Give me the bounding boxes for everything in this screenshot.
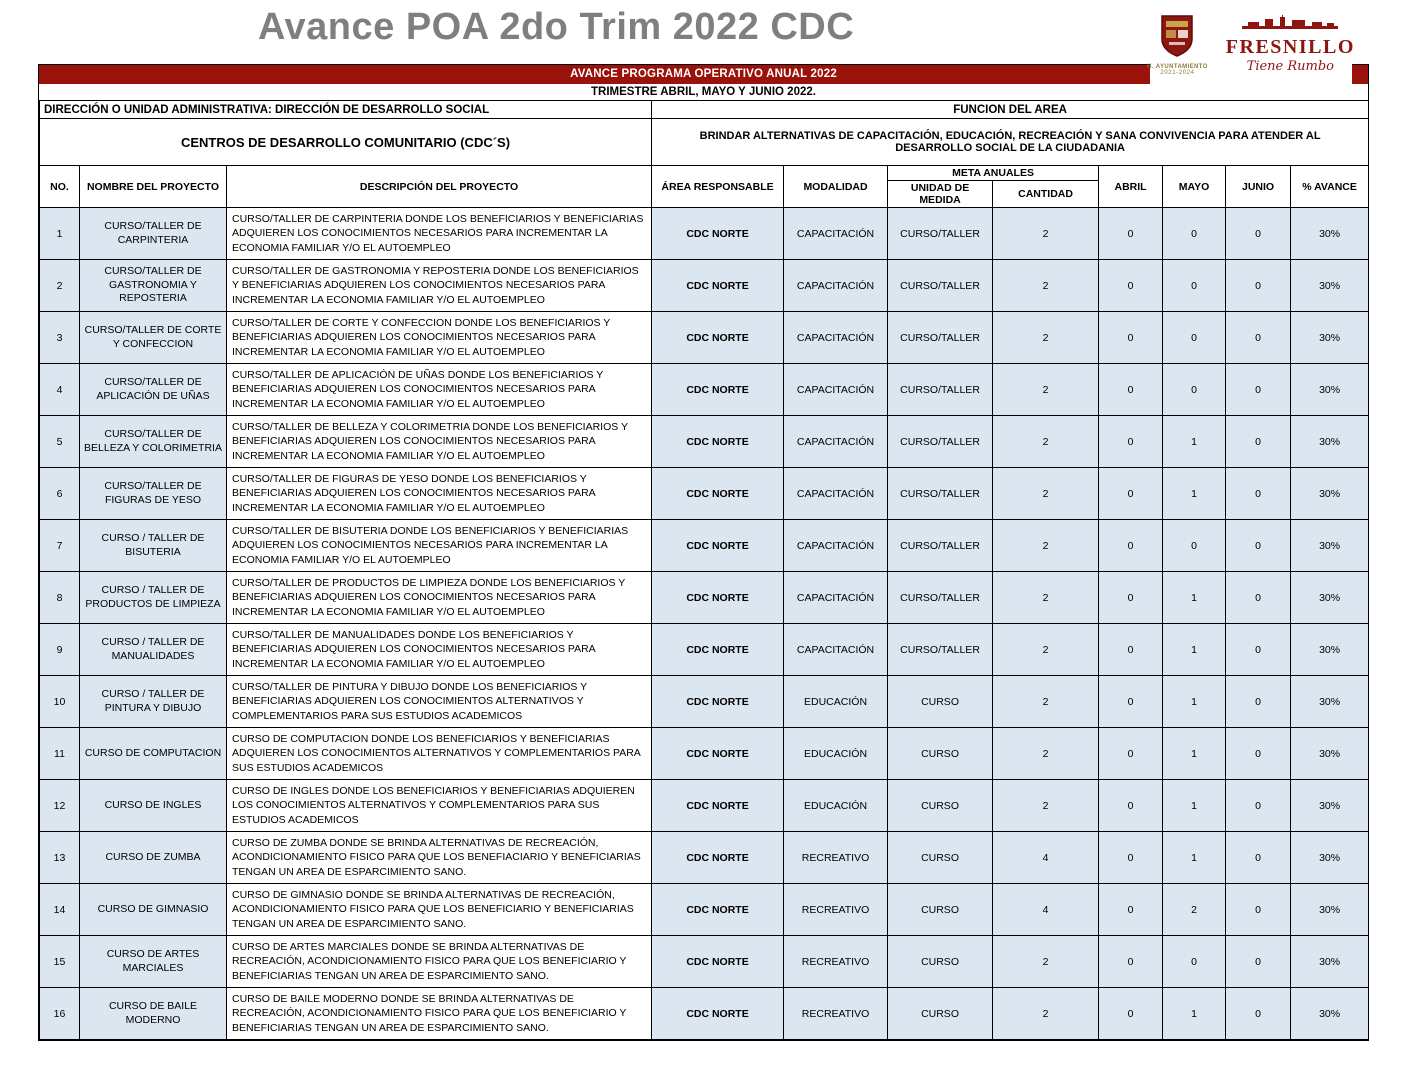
cell-abril: 0 bbox=[1099, 416, 1163, 468]
admin-info-row bbox=[40, 101, 1369, 119]
fresnillo-logo bbox=[1147, 5, 1355, 84]
cell-modalidad: RECREATIVO bbox=[784, 936, 888, 988]
cell-modalidad: CAPACITACIÓN bbox=[784, 312, 888, 364]
cell-junio: 0 bbox=[1226, 936, 1291, 988]
cell-area: CDC NORTE bbox=[652, 884, 784, 936]
cell-unidad: CURSO/TALLER bbox=[888, 572, 993, 624]
cell-nombre: CURSO/TALLER DE GASTRONOMIA Y REPOSTERIA bbox=[80, 260, 227, 312]
cell-abril: 0 bbox=[1099, 572, 1163, 624]
cell-unidad: CURSO/TALLER bbox=[888, 312, 993, 364]
cell-abril: 0 bbox=[1099, 832, 1163, 884]
cell-area: CDC NORTE bbox=[652, 208, 784, 260]
cell-cantidad: 4 bbox=[993, 884, 1099, 936]
table-row bbox=[40, 676, 1369, 728]
cell-no: 2 bbox=[40, 260, 80, 312]
header-nombre: NOMBRE DEL PROYECTO bbox=[80, 166, 227, 208]
cell-modalidad: CAPACITACIÓN bbox=[784, 468, 888, 520]
cell-abril: 0 bbox=[1099, 936, 1163, 988]
cell-unidad: CURSO/TALLER bbox=[888, 520, 993, 572]
cell-no: 1 bbox=[40, 208, 80, 260]
cell-no: 13 bbox=[40, 832, 80, 884]
cell-mayo: 1 bbox=[1163, 624, 1226, 676]
cell-avance: 30% bbox=[1291, 468, 1369, 520]
cell-no: 12 bbox=[40, 780, 80, 832]
cell-no: 8 bbox=[40, 572, 80, 624]
table-row bbox=[40, 884, 1369, 936]
cell-junio: 0 bbox=[1226, 572, 1291, 624]
cell-mayo: 0 bbox=[1163, 208, 1226, 260]
cell-cantidad: 2 bbox=[993, 208, 1099, 260]
cell-cantidad: 2 bbox=[993, 312, 1099, 364]
cell-junio: 0 bbox=[1226, 676, 1291, 728]
cell-area: CDC NORTE bbox=[652, 468, 784, 520]
cell-nombre: CURSO DE GIMNASIO bbox=[80, 884, 227, 936]
cell-avance: 30% bbox=[1291, 416, 1369, 468]
cell-unidad: CURSO bbox=[888, 884, 993, 936]
cell-cantidad: 2 bbox=[993, 416, 1099, 468]
table-body bbox=[40, 208, 1369, 1040]
cell-modalidad: CAPACITACIÓN bbox=[784, 364, 888, 416]
cell-mayo: 2 bbox=[1163, 884, 1226, 936]
cell-cantidad: 2 bbox=[993, 624, 1099, 676]
cell-no: 10 bbox=[40, 676, 80, 728]
header-descripcion: DESCRIPCIÓN DEL PROYECTO bbox=[227, 166, 652, 208]
cell-cantidad: 2 bbox=[993, 364, 1099, 416]
table-row bbox=[40, 416, 1369, 468]
cell-mayo: 0 bbox=[1163, 260, 1226, 312]
funcion-label: FUNCION DEL AREA bbox=[652, 101, 1369, 119]
cell-junio: 0 bbox=[1226, 884, 1291, 936]
header-meta-anuales: META ANUALES bbox=[888, 166, 1099, 181]
cell-cantidad: 2 bbox=[993, 260, 1099, 312]
cell-area: CDC NORTE bbox=[652, 624, 784, 676]
cell-abril: 0 bbox=[1099, 468, 1163, 520]
cell-area: CDC NORTE bbox=[652, 728, 784, 780]
cell-cantidad: 2 bbox=[993, 468, 1099, 520]
cell-modalidad: CAPACITACIÓN bbox=[784, 520, 888, 572]
cell-nombre: CURSO DE BAILE MODERNO bbox=[80, 988, 227, 1040]
cell-junio: 0 bbox=[1226, 728, 1291, 780]
cell-unidad: CURSO/TALLER bbox=[888, 260, 993, 312]
cell-unidad: CURSO bbox=[888, 676, 993, 728]
cell-area: CDC NORTE bbox=[652, 260, 784, 312]
table-row bbox=[40, 364, 1369, 416]
cell-unidad: CURSO bbox=[888, 988, 993, 1040]
cell-unidad: CURSO/TALLER bbox=[888, 416, 993, 468]
table-row bbox=[40, 208, 1369, 260]
cell-mayo: 1 bbox=[1163, 988, 1226, 1040]
cell-descripcion: CURSO DE ZUMBA DONDE SE BRINDA ALTERNATIVAS DE RECREACIÓN, ACONDICIONAMIENTO FISICO PARA QUE LOS BENEFIACIARIO Y BENEFICIARIAS TENGAN UN AREA DE ESPARCIMIENTO SANO. bbox=[227, 832, 652, 884]
cell-abril: 0 bbox=[1099, 988, 1163, 1040]
cell-descripcion: CURSO/TALLER DE FIGURAS DE YESO DONDE LOS BENEFICIARIOS Y BENEFICIARIAS ADQUIEREN LOS CONOCIMIENTOS NECESARIOS PARA INCREMENTAR LA ECONOMIA FAMILIAR Y/O EL AUTOEMPLEO bbox=[227, 468, 652, 520]
cell-unidad: CURSO/TALLER bbox=[888, 624, 993, 676]
cell-modalidad: RECREATIVO bbox=[784, 988, 888, 1040]
cell-nombre: CURSO / TALLER DE PINTURA Y DIBUJO bbox=[80, 676, 227, 728]
cell-cantidad: 2 bbox=[993, 988, 1099, 1040]
cell-unidad: CURSO/TALLER bbox=[888, 364, 993, 416]
cell-descripcion: CURSO/TALLER DE BISUTERIA DONDE LOS BENEFICIARIOS Y BENEFICIARIAS ADQUIEREN LOS CONOCIMIENTOS NECESARIOS PARA INCREMENTAR LA ECONOMIA FAMILIAR Y/O EL AUTOEMPLEO bbox=[227, 520, 652, 572]
cell-descripcion: CURSO/TALLER DE CARPINTERIA DONDE LOS BENEFICIARIOS Y BENEFICIARIAS ADQUIEREN LOS CONOCIMIENTOS NECESARIOS PARA INCREMENTAR LA ECONOMIA FAMILIAR Y/O EL AUTOEMPLEO bbox=[227, 208, 652, 260]
cell-avance: 30% bbox=[1291, 520, 1369, 572]
cell-descripcion: CURSO/TALLER DE CORTE Y CONFECCION DONDE LOS BENEFICIARIOS Y BENEFICIARIAS ADQUIEREN LOS CONOCIMIENTOS NECESARIOS PARA INCREMENTAR LA ECONOMIA FAMILIAR Y/O EL AUTOEMPLEO bbox=[227, 312, 652, 364]
cell-cantidad: 2 bbox=[993, 676, 1099, 728]
cell-descripcion: CURSO/TALLER DE GASTRONOMIA Y REPOSTERIA DONDE LOS BENEFICIARIOS Y BENEFICIARIAS ADQUIEREN LOS CONOCIMIENTOS NECESARIOS PARA INCREMENTAR LA ECONOMIA FAMILIAR Y/O EL AUTOEMPLEO bbox=[227, 260, 652, 312]
cell-unidad: CURSO bbox=[888, 936, 993, 988]
cell-avance: 30% bbox=[1291, 988, 1369, 1040]
cell-no: 6 bbox=[40, 468, 80, 520]
cell-avance: 30% bbox=[1291, 572, 1369, 624]
cell-unidad: CURSO bbox=[888, 832, 993, 884]
header-junio: JUNIO bbox=[1226, 166, 1291, 208]
cell-modalidad: CAPACITACIÓN bbox=[784, 416, 888, 468]
header-modalidad: MODALIDAD bbox=[784, 166, 888, 208]
cell-nombre: CURSO DE COMPUTACION bbox=[80, 728, 227, 780]
cell-junio: 0 bbox=[1226, 520, 1291, 572]
cell-avance: 30% bbox=[1291, 312, 1369, 364]
cell-no: 3 bbox=[40, 312, 80, 364]
cell-avance: 30% bbox=[1291, 676, 1369, 728]
cell-descripcion: CURSO DE ARTES MARCIALES DONDE SE BRINDA ALTERNATIVAS DE RECREACIÓN, ACONDICIONAMIENTO FISICO PARA QUE LOS BENEFICIARIO Y BENEFICIARIAS TENGAN UN AREA DE ESPARCIMIENTO SANO. bbox=[227, 936, 652, 988]
direccion-label: DIRECCIÓN O UNIDAD ADMINISTRATIVA: DIRECCIÓN DE DESARROLLO SOCIAL bbox=[40, 101, 652, 119]
column-header-row bbox=[40, 166, 1369, 181]
cell-descripcion: CURSO DE GIMNASIO DONDE SE BRINDA ALTERNATIVAS DE RECREACIÓN, ACONDICIONAMIENTO FISICO PARA QUE LOS BENEFICIARIO Y BENEFICIARIAS TENGAN UN AREA DE ESPARCIMIENTO SANO. bbox=[227, 884, 652, 936]
centros-label: CENTROS DE DESARROLLO COMUNITARIO (CDC´S) bbox=[40, 119, 652, 166]
cell-mayo: 1 bbox=[1163, 832, 1226, 884]
cell-area: CDC NORTE bbox=[652, 416, 784, 468]
crest-years: 2021-2024 bbox=[1160, 69, 1195, 76]
cell-avance: 30% bbox=[1291, 364, 1369, 416]
cell-area: CDC NORTE bbox=[652, 832, 784, 884]
cell-unidad: CURSO bbox=[888, 780, 993, 832]
cell-junio: 0 bbox=[1226, 468, 1291, 520]
page-title: Avance POA 2do Trim 2022 CDC bbox=[258, 6, 855, 48]
funcion-text: BRINDAR ALTERNATIVAS DE CAPACITACIÓN, EDUCACIÓN, RECREACIÓN Y SANA CONVIVENCIA PARA ATENDER AL DESARROLLO SOCIAL DE LA CIUDADANIA bbox=[652, 119, 1369, 166]
cell-nombre: CURSO DE INGLES bbox=[80, 780, 227, 832]
cell-junio: 0 bbox=[1226, 260, 1291, 312]
cell-mayo: 0 bbox=[1163, 364, 1226, 416]
header-avance: % AVANCE bbox=[1291, 166, 1369, 208]
cell-area: CDC NORTE bbox=[652, 312, 784, 364]
cell-junio: 0 bbox=[1226, 624, 1291, 676]
cell-mayo: 1 bbox=[1163, 572, 1226, 624]
cell-no: 11 bbox=[40, 728, 80, 780]
cell-area: CDC NORTE bbox=[652, 780, 784, 832]
cell-avance: 30% bbox=[1291, 624, 1369, 676]
table-row bbox=[40, 728, 1369, 780]
cell-area: CDC NORTE bbox=[652, 364, 784, 416]
cell-junio: 0 bbox=[1226, 416, 1291, 468]
cell-unidad: CURSO/TALLER bbox=[888, 468, 993, 520]
cell-area: CDC NORTE bbox=[652, 936, 784, 988]
cell-modalidad: RECREATIVO bbox=[784, 884, 888, 936]
crest-column bbox=[1147, 14, 1208, 76]
cell-junio: 0 bbox=[1226, 832, 1291, 884]
cell-no: 9 bbox=[40, 624, 80, 676]
cell-modalidad: EDUCACIÓN bbox=[784, 780, 888, 832]
cell-nombre: CURSO / TALLER DE PRODUCTOS DE LIMPIEZA bbox=[80, 572, 227, 624]
cell-nombre: CURSO DE ZUMBA bbox=[80, 832, 227, 884]
crest-shield-icon bbox=[1159, 14, 1195, 63]
cell-mayo: 0 bbox=[1163, 936, 1226, 988]
cell-abril: 0 bbox=[1099, 364, 1163, 416]
cell-abril: 0 bbox=[1099, 624, 1163, 676]
cell-junio: 0 bbox=[1226, 312, 1291, 364]
cell-no: 5 bbox=[40, 416, 80, 468]
cell-cantidad: 4 bbox=[993, 832, 1099, 884]
report-sheet bbox=[38, 64, 1369, 1041]
cell-no: 4 bbox=[40, 364, 80, 416]
cell-area: CDC NORTE bbox=[652, 572, 784, 624]
poa-table bbox=[39, 100, 1369, 1040]
cell-area: CDC NORTE bbox=[652, 520, 784, 572]
cell-avance: 30% bbox=[1291, 780, 1369, 832]
cell-abril: 0 bbox=[1099, 208, 1163, 260]
cell-nombre: CURSO/TALLER DE FIGURAS DE YESO bbox=[80, 468, 227, 520]
cell-nombre: CURSO/TALLER DE BELLEZA Y COLORIMETRIA bbox=[80, 416, 227, 468]
cell-avance: 30% bbox=[1291, 884, 1369, 936]
cell-nombre: CURSO/TALLER DE CARPINTERIA bbox=[80, 208, 227, 260]
cell-nombre: CURSO DE ARTES MARCIALES bbox=[80, 936, 227, 988]
cell-descripcion: CURSO DE COMPUTACION DONDE LOS BENEFICIARIOS Y BENEFICIARIAS ADQUIEREN LOS CONOCIMIENTOS ALTERNATIVOS Y COMPLEMENTARIOS PARA SUS ESTUDIOS ACADEMICOS bbox=[227, 728, 652, 780]
table-row bbox=[40, 572, 1369, 624]
cell-modalidad: CAPACITACIÓN bbox=[784, 208, 888, 260]
cell-nombre: CURSO / TALLER DE MANUALIDADES bbox=[80, 624, 227, 676]
cell-cantidad: 2 bbox=[993, 572, 1099, 624]
cell-abril: 0 bbox=[1099, 260, 1163, 312]
cell-mayo: 1 bbox=[1163, 468, 1226, 520]
area-info-row bbox=[40, 119, 1369, 166]
report-banner: AVANCE PROGRAMA OPERATIVO ANUAL 2022 bbox=[39, 65, 1368, 84]
cell-area: CDC NORTE bbox=[652, 988, 784, 1040]
table-row bbox=[40, 832, 1369, 884]
cell-descripcion: CURSO/TALLER DE PRODUCTOS DE LIMPIEZA DONDE LOS BENEFICIARIOS Y BENEFICIARIAS ADQUIEREN LOS CONOCIMIENTOS NECESARIOS PARA INCREMENTAR LA ECONOMIA FAMILIAR Y/O EL AUTOEMPLEO bbox=[227, 572, 652, 624]
table-row bbox=[40, 312, 1369, 364]
cell-no: 16 bbox=[40, 988, 80, 1040]
cell-cantidad: 2 bbox=[993, 936, 1099, 988]
cell-mayo: 1 bbox=[1163, 416, 1226, 468]
cell-modalidad: CAPACITACIÓN bbox=[784, 260, 888, 312]
cell-abril: 0 bbox=[1099, 312, 1163, 364]
cell-avance: 30% bbox=[1291, 208, 1369, 260]
table-row bbox=[40, 988, 1369, 1040]
cell-junio: 0 bbox=[1226, 208, 1291, 260]
cell-modalidad: CAPACITACIÓN bbox=[784, 624, 888, 676]
cell-avance: 30% bbox=[1291, 832, 1369, 884]
cell-cantidad: 2 bbox=[993, 780, 1099, 832]
table-row bbox=[40, 468, 1369, 520]
cell-abril: 0 bbox=[1099, 884, 1163, 936]
header-no: NO. bbox=[40, 166, 80, 208]
cell-descripcion: CURSO DE BAILE MODERNO DONDE SE BRINDA ALTERNATIVAS DE RECREACIÓN, ACONDICIONAMIENTO FISICO PARA QUE LOS BENEFICIARIO Y BENEFICIARIAS TENGAN UN AREA DE ESPARCIMIENTO SANO. bbox=[227, 988, 652, 1040]
table-row bbox=[40, 780, 1369, 832]
header-area: ÁREA RESPONSABLE bbox=[652, 166, 784, 208]
cell-abril: 0 bbox=[1099, 676, 1163, 728]
cell-no: 7 bbox=[40, 520, 80, 572]
cell-area: CDC NORTE bbox=[652, 676, 784, 728]
cell-avance: 30% bbox=[1291, 728, 1369, 780]
cell-unidad: CURSO bbox=[888, 728, 993, 780]
cell-modalidad: RECREATIVO bbox=[784, 832, 888, 884]
cell-modalidad: EDUCACIÓN bbox=[784, 676, 888, 728]
cell-descripcion: CURSO/TALLER DE BELLEZA Y COLORIMETRIA DONDE LOS BENEFICIARIOS Y BENEFICIARIAS ADQUIEREN LOS CONOCIMIENTOS NECESARIOS PARA INCREMENTAR LA ECONOMIA FAMILIAR Y/O EL AUTOEMPLEO bbox=[227, 416, 652, 468]
table-row bbox=[40, 260, 1369, 312]
cell-descripcion: CURSO/TALLER DE APLICACIÓN DE UÑAS DONDE LOS BENEFICIARIOS Y BENEFICIARIAS ADQUIEREN LOS CONOCIMIENTOS NECESARIOS PARA INCREMENTAR LA ECONOMIA FAMILIAR Y/O EL AUTOEMPLEO bbox=[227, 364, 652, 416]
report-subtitle: TRIMESTRE ABRIL, MAYO Y JUNIO 2022. bbox=[591, 86, 816, 98]
cell-abril: 0 bbox=[1099, 520, 1163, 572]
cell-mayo: 1 bbox=[1163, 676, 1226, 728]
cell-mayo: 0 bbox=[1163, 520, 1226, 572]
cell-mayo: 1 bbox=[1163, 728, 1226, 780]
table-row bbox=[40, 936, 1369, 988]
skyline-icon bbox=[1242, 15, 1338, 35]
cell-mayo: 0 bbox=[1163, 312, 1226, 364]
cell-mayo: 1 bbox=[1163, 780, 1226, 832]
cell-avance: 30% bbox=[1291, 260, 1369, 312]
header-abril: ABRIL bbox=[1099, 166, 1163, 208]
cell-modalidad: EDUCACIÓN bbox=[784, 728, 888, 780]
table-row bbox=[40, 624, 1369, 676]
header-cantidad: CANTIDAD bbox=[993, 181, 1099, 208]
header-unidad: UNIDAD DE MEDIDA bbox=[888, 181, 993, 208]
fresnillo-slogan: Tiene Rumbo bbox=[1246, 59, 1335, 74]
cell-descripcion: CURSO/TALLER DE PINTURA Y DIBUJO DONDE LOS BENEFICIARIOS Y BENEFICIARIAS ADQUIEREN LOS CONOCIMIENTOS ALTERNATIVOS Y COMPLEMENTARIOS PARA SUS ESTUDIOS ACADEMICOS bbox=[227, 676, 652, 728]
cell-junio: 0 bbox=[1226, 364, 1291, 416]
header-mayo: MAYO bbox=[1163, 166, 1226, 208]
cell-nombre: CURSO / TALLER DE BISUTERIA bbox=[80, 520, 227, 572]
cell-junio: 0 bbox=[1226, 988, 1291, 1040]
cell-unidad: CURSO/TALLER bbox=[888, 208, 993, 260]
cell-descripcion: CURSO/TALLER DE MANUALIDADES DONDE LOS BENEFICIARIOS Y BENEFICIARIAS ADQUIEREN LOS CONOCIMIENTOS NECESARIOS PARA INCREMENTAR LA ECONOMIA FAMILIAR Y/O EL AUTOEMPLEO bbox=[227, 624, 652, 676]
cell-modalidad: CAPACITACIÓN bbox=[784, 572, 888, 624]
cell-nombre: CURSO/TALLER DE CORTE Y CONFECCION bbox=[80, 312, 227, 364]
wordmark-column bbox=[1226, 15, 1355, 74]
crest-caption: H. AYUNTAMIENTO bbox=[1147, 63, 1208, 70]
cell-nombre: CURSO/TALLER DE APLICACIÓN DE UÑAS bbox=[80, 364, 227, 416]
cell-abril: 0 bbox=[1099, 780, 1163, 832]
cell-cantidad: 2 bbox=[993, 520, 1099, 572]
cell-descripcion: CURSO DE INGLES DONDE LOS BENEFICIARIOS Y BENEFICIARIAS ADQUIEREN LOS CONOCIMIENTOS ALTERNATIVOS Y COMPLEMENTARIOS PARA SUS ESTUDIOS ACADEMICOS bbox=[227, 780, 652, 832]
fresnillo-wordmark: FRESNILLO bbox=[1225, 36, 1355, 58]
cell-cantidad: 2 bbox=[993, 728, 1099, 780]
cell-abril: 0 bbox=[1099, 728, 1163, 780]
cell-no: 15 bbox=[40, 936, 80, 988]
cell-junio: 0 bbox=[1226, 780, 1291, 832]
table-row bbox=[40, 520, 1369, 572]
cell-avance: 30% bbox=[1291, 936, 1369, 988]
cell-no: 14 bbox=[40, 884, 80, 936]
